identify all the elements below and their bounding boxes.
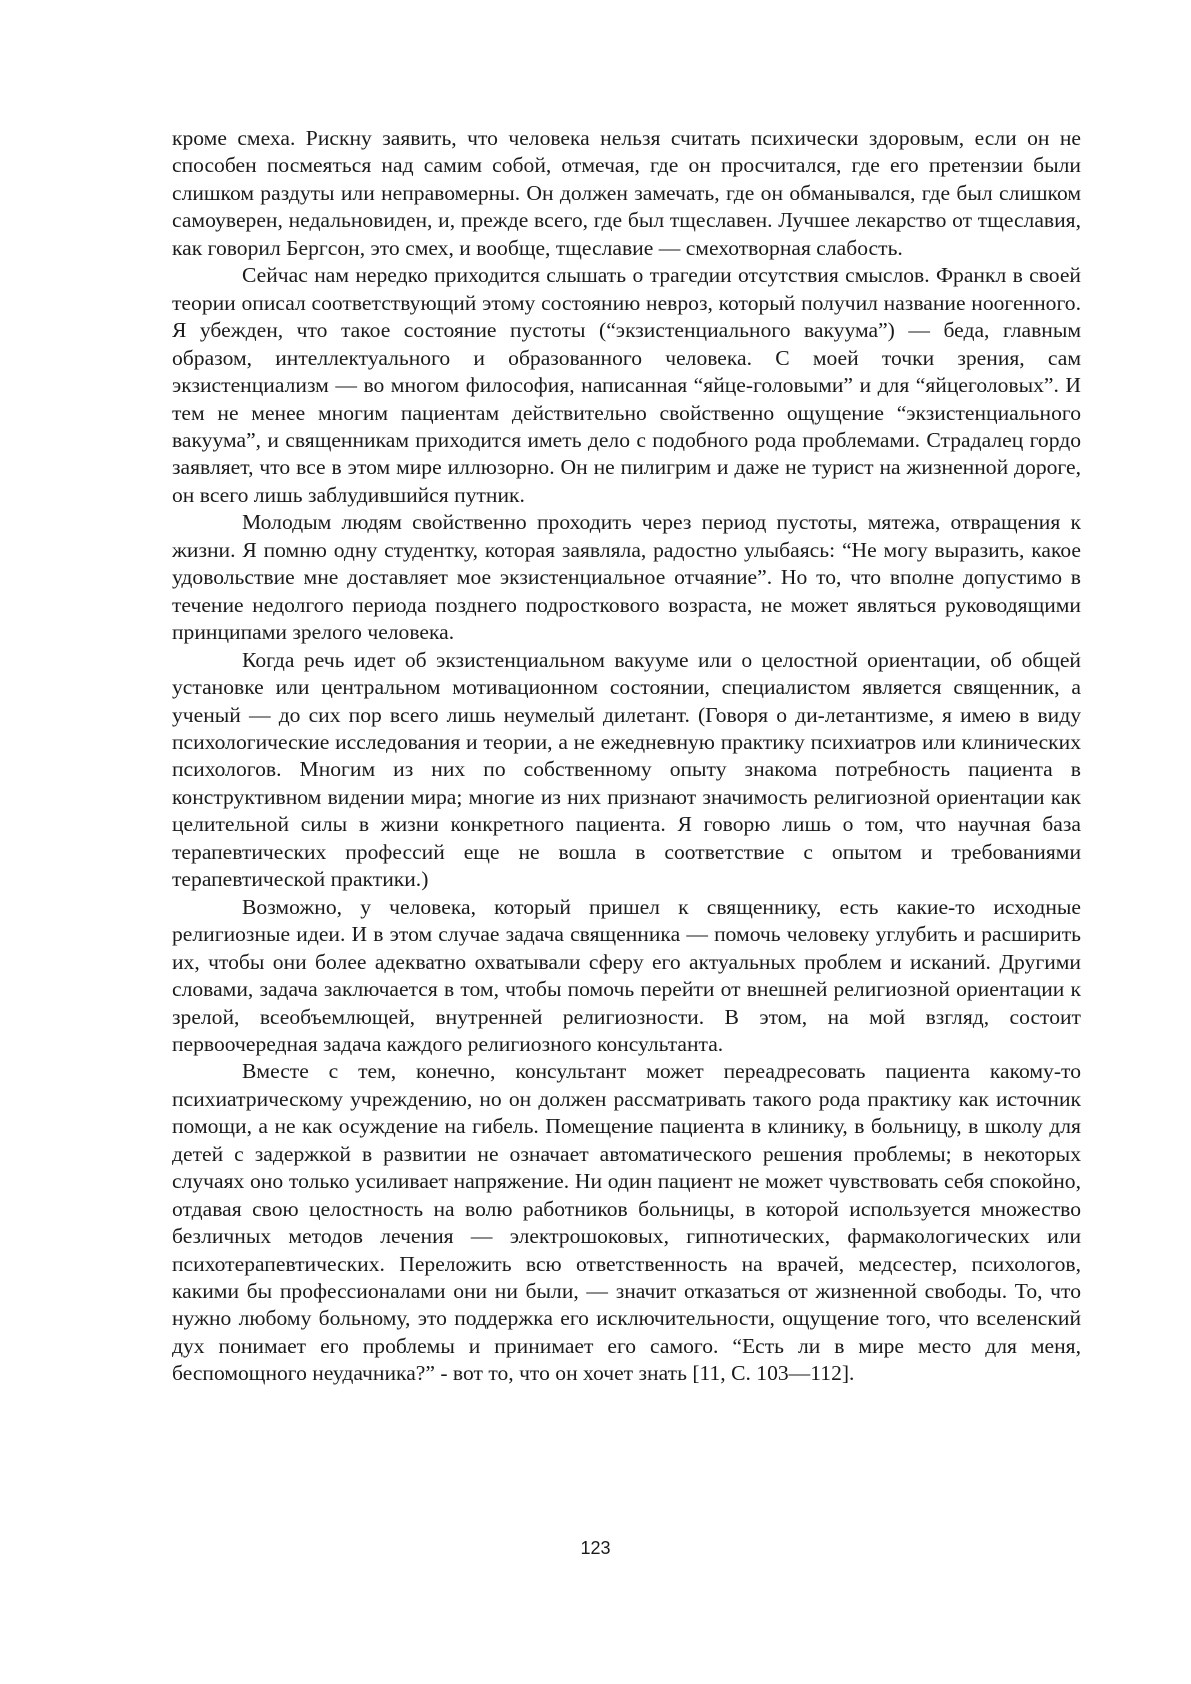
paragraph-4: Когда речь идет об экзистенциальном вакууме или о целостной ориентации, об общей установке или центральном мотивационном состоянии, специалистом является священник, а ученый — до сих пор всего лишь неумелый дилетант. (Говоря о ди-летантизме, я имею в виду психологические исследования и теории, а не ежедневную практику психиатров или клинических психологов. Многим из них по собственному опыту знакома потребность пациента в конструктивном видении мира; многие из них признают значимость религиозной ориентации как целительной силы в жизни конкретного пациента. Я говорю лишь о том, что научная база терапевтических профессий еще не вошла в соответствие с опытом и требованиями терапевтической практики.) <box>172 647 1081 892</box>
paragraph-2: Сейчас нам нередко приходится слышать о трагедии отсутствия смыслов. Франкл в своей теории описал соответствующий этому состоянию невроз, который получил название ноогенного. Я убежден, что такое состояние пустоты (“экзистенциального вакуума”) — беда, главным образом, интеллектуального и образованного человека. С моей точки зрения, сам экзистенциализм — во многом философия, написанная “яйце-головыми” и для “яйцеголовых”. И тем не менее многим пациентам действительно свойственно ощущение “экзистенциального вакуума”, и священникам приходится иметь дело с подобного рода проблемами. Страдалец гордо заявляет, что все в этом мире иллюзорно. Он не пилигрим и даже не турист на жизненной дороге, он всего лишь заблудившийся путник. <box>172 263 1081 507</box>
paragraph-5: Возможно, у человека, который пришел к священнику, есть какие-то исходные религиозные идеи. И в этом случае задача священника — помочь человеку углубить и расширить их, чтобы они более адекватно охватывали сферу его актуальных проблем и исканий. Другими словами, задача заключается в том, чтобы помочь перейти от внешней религиозной ориентации к зрелой, всеобъемлющей, внутренней религиозности. В этом, на мой взгляд, состоит первоочередная задача каждого религиозного консультанта. <box>172 894 1081 1056</box>
page-number: 123 <box>580 1538 611 1558</box>
paragraph-3: Молодым людям свойственно проходить через период пустоты, мятежа, отвращения к жизни. Я помню одну студентку, которая заявляла, радостно улыбаясь: “Не могу выразить, какое удовольствие мне доставляет мое экзистенциальное отчаяние”. Но то, что вполне допустимо в течение недолгого периода позднего подросткового возраста, не может являться руководящими принципами зрелого человека. <box>172 510 1081 645</box>
body-text <box>172 125 1081 1388</box>
paragraph-1: кроме смеха. Рискну заявить, что человека нельзя считать психически здоровым, если он не способен посмеяться над самим собой, отмечая, где он просчитался, где его претензии были слишком раздуты или неправомерны. Он должен замечать, где он обманывался, где был слишком самоуверен, недальновиден, и, прежде всего, где был тщеславен. Лучшее лекарство от тщеславия, как говорил Бергсон, это смех, и вообще, тщеславие — смехотворная слабость. <box>172 126 1081 260</box>
paragraph-6: Вместе с тем, конечно, консультант может переадресовать пациента какому-то психиатрическому учреждению, но он должен рассматривать такого рода практику как источник помощи, а не как осуждение на гибель. Помещение пациента в клинику, в больницу, в школу для детей с задержкой в развитии не означает автоматического решения проблемы; в некоторых случаях оно только усиливает напряжение. Ни один пациент не может чувствовать себя спокойно, отдавая свою целостность на волю работников больницы, в которой используется множество безличных методов лечения — электрошоковых, гипнотических, фармакологических или психотерапевтических. Переложить всю ответственность на врачей, медсестер, психологов, какими бы профессионалами они ни были, — значит отказаться от жизненной свободы. То, что нужно любому больному, это поддержка его исключительности, ощущение того, что вселенский дух понимает его проблемы и принимает его самого. “Есть ли в мире место для меня, беспомощного неудачника?” - вот то, что он хочет знать [11, С. 103—112]. <box>172 1059 1081 1386</box>
